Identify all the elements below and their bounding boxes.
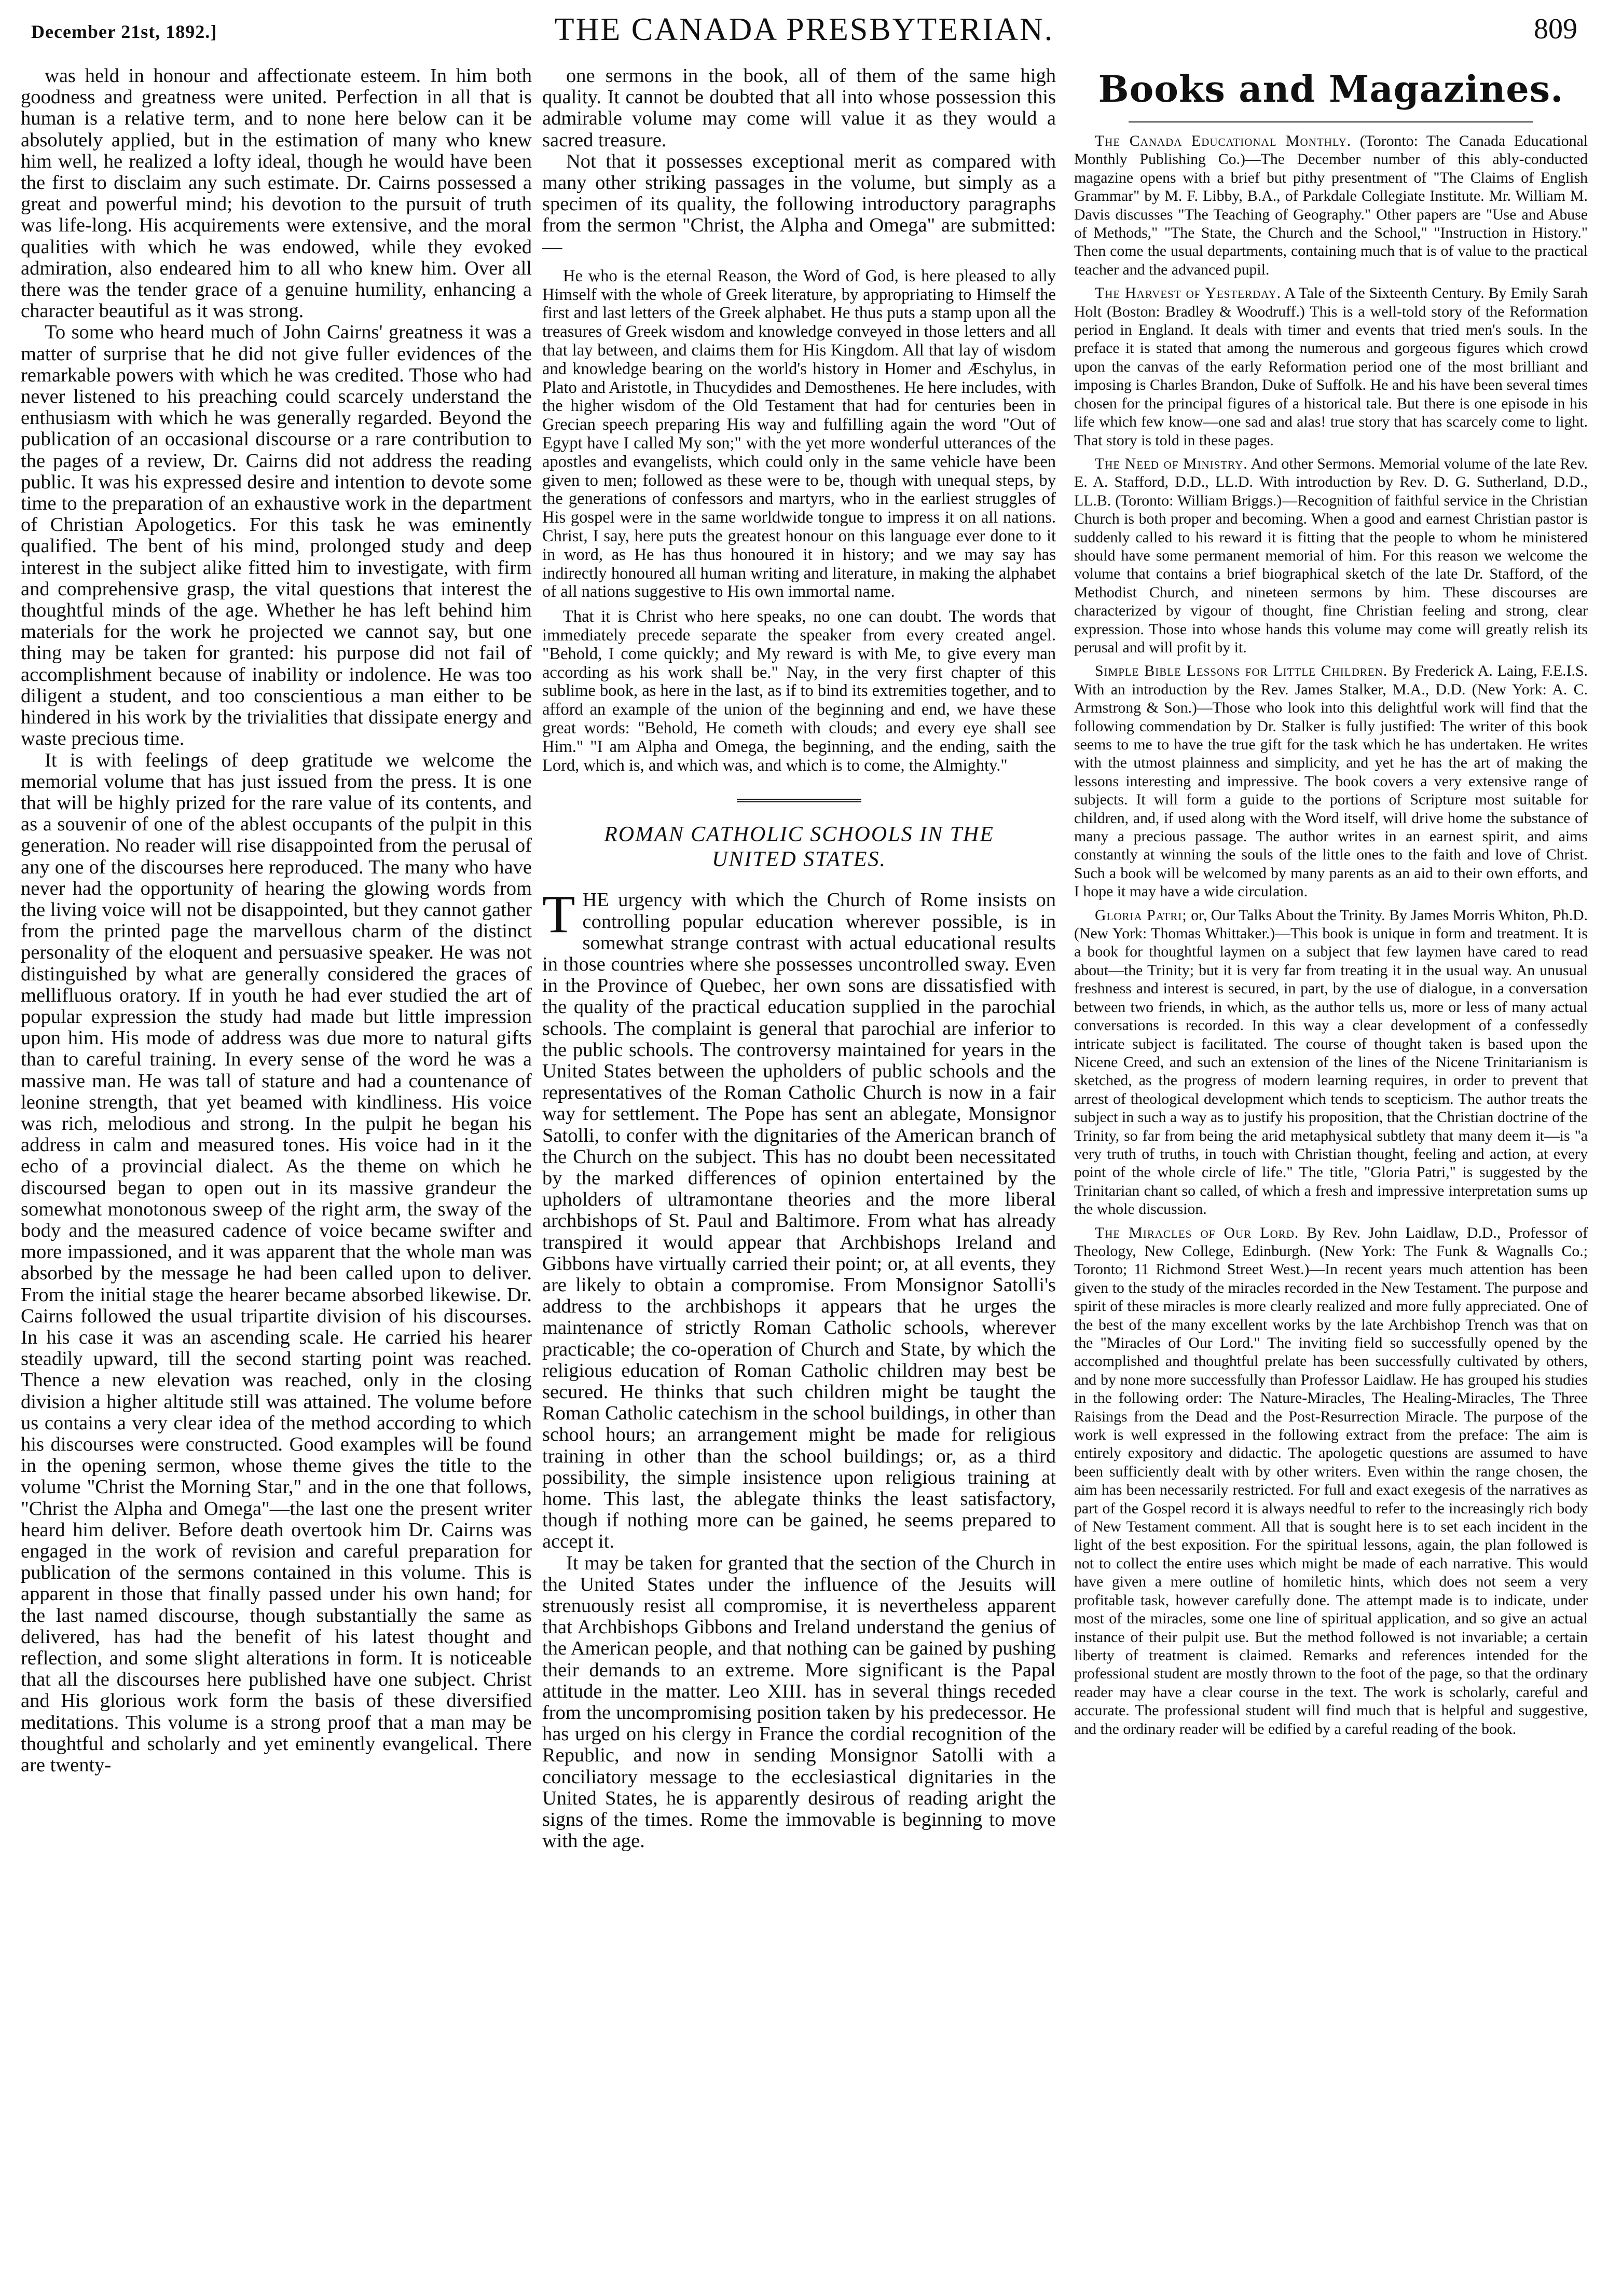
paragraph: It may be taken for granted that the section of the Church in the United States under the influence of the Jesuits will strenuously resist all compromise, it is nevertheless apparent that Archbishops Gibbons and Ireland understand the genius of the American people, and that nothing can be gained by pushing their demands to an extreme. More significant is the Papal attitude in the matter. Leo XIII. has in several things receded from the uncompromising position taken by his predecessor. He has urged on his clergy in France the cordial recognition of the Republic, and now in sending Monsignor Satolli with a conciliatory message to the ecclesiastical dignitaries in the United States, he is apparently desirous of reading aright the signs of the times. Rome the immovable is beginning to move with the age.: [542, 1552, 1056, 1852]
column-1: [21, 65, 532, 2292]
column-3: [1074, 65, 1588, 2292]
column-2: [542, 65, 1056, 2292]
section-rule: [1129, 121, 1533, 122]
review-entry: [1074, 132, 1588, 279]
review-entry: [1074, 906, 1588, 1219]
review-title: The Canada Educational Monthly.: [1095, 132, 1352, 149]
section-title: Books and Magazines.: [1098, 67, 1564, 111]
review-entry: [1074, 284, 1588, 449]
sermon-excerpt: [542, 267, 1056, 775]
paragraph-text: HE urgency with which the Church of Rome insists on controlling popular education wherever possible, is in somewhat strange contrast with actual educational results in those countries where she possesses uncontrolled sway. Even in the Province of Quebec, her own sons are dissatisfied with the quality of the practical education supplied in the parochial schools. The complaint is general that parochial are inferior to the public schools. The controversy maintained for years in the United States between the upholders of public schools and the representatives of the Roman Catholic Church is now in a fair way for settlement. The Pope has sent an ablegate, Monsignor Satolli, to confer with the dignitaries of the American branch of the Church on the subject. This has no doubt been necessitated by the marked differences of opinion entertained by the upholders of ultramontane theories and the more liberal archbishops of St. Paul and Baltimore. From what has already transpired it would appear that Archbishops Ireland and Gibbons have virtually carried their point; or, at all events, they are likely to obtain a compromise. From Monsignor Satolli's address to the archbishops it appears that he urges the maintenance of strictly Roman Catholic schools, wherever practicable; the co-operation of Church and State, by which the religious education of Roman Catholic children may best be secured. He thinks that such children might be taught the Roman Catholic catechism in the school buildings, in other than school hours; an arrangement might be made for religious training in other than the school buildings; or, as a third possibility, the simple insistence upon religious training at home. This last, the ablegate thinks the least satisfactory, though if nothing more can be gained, he seems prepared to accept it.: [542, 889, 1056, 1553]
paragraph: Not that it possesses exceptional merit as compared with many other striking passages in the volume, but simply as a specimen of its quality, the following introductory paragraphs from the sermon "Christ, the Alpha and Omega" are submitted:—: [542, 150, 1056, 258]
review-text: By Rev. John Laidlaw, D.D., Professor of Theology, New College, Edinburgh. (New York: The Funk & Wagnalls Co.; Toronto; 11 Richmond Street West.)—In recent years much attention has been given to the study of the miracles recorded in the New Testament. The purpose and spirit of these miracles is more clearly realized and more fully appreciated. One of the best of the many excellent works by the late Archbishop Trench was that on the "Miracles of Our Lord." The inviting field so successfully opened by the accomplished and thoughtful prelate has been successfully cultivated by others, and by none more successfully than Professor Laidlaw. He has grouped his studies in the following order: The Nature-Miracles, The Healing-Miracles, The Three Raisings from the Dead and the Post-Resurrection Miracle. The purpose of the work is well expressed in the following extract from the preface: The aim is entirely expository and didactic. The apologetic questions are assumed to have been sufficiently dealt with by other writers. Even within the range chosen, the aim has been necessarily restricted. For full and exact exegesis of the narratives as part of the Gospel record it is always needful to refer to the increasingly rich body of New Testament comment. All that is sought here is to set each incident in the light of the best exposition. For the spiritual lessons, again, the plan followed is not to collect the entire uses which might be made of each narrative. This would have given a mere outline of homiletic hints, which does not seem a very profitable task, however carefully done. The attempt made is to indicate, under most of the miracles, some one line of spiritual application, and so give an actual instance of their pulpit use. But the method followed is not invariable; a certain liberty of treatment is claimed. Remarks and references intended for the professional student are mostly thrown to the foot of the page, so that the ordinary reader may have a clear course in the text. The work is scholarly, careful and accurate. The professional student will find much that is helpful and suggestive, and the ordinary reader will be edified by a careful reading of the book.: [1074, 1224, 1588, 1738]
review-text: (Toronto: The Canada Educational Monthly Publishing Co.)—The December number of this ably-conducted magazine opens with a brief but pithy presentment of "The Claims of English Grammar" by M. F. Libby, B.A., of Parkdale Collegiate Institute. Mr. William M. Davis discusses "The Teaching of Geography." Other papers are "Use and Abuse of Methods," "The State, the Church and the School," "Instruction in History." Then come the usual departments, containing much that is of value to the practical teacher and the advanced pupil.: [1074, 132, 1588, 278]
review-title: Gloria Patri;: [1095, 906, 1187, 924]
issue-date: December 21st, 1892.]: [31, 21, 217, 42]
article-body: [542, 884, 1056, 1852]
review-text: A Tale of the Sixteenth Century. By Emily Sarah Holt (Boston: Bradley & Woodruff.) This is a well-told story of the Reformation period in England. It deals with timer and events that tried men's souls. In the preface it is stated that among the numerous and gorgeous figures which crowd upon the canvas of the early Reformation period one of the most brilliant and imposing is Charles Brandon, Duke of Suffolk. He and his have been several times chosen for the principal figures of a historical tale. But there is one episode in his life which few know—one sad and alas! true story that has scarcely come to light. That story is told in these pages.: [1074, 284, 1588, 449]
review-continuation: [542, 65, 1056, 258]
quote-paragraph: He who is the eternal Reason, the Word of God, is here pleased to ally Himself with the whole of Greek literature, by appropriating to Himself the first and last letters of the Greek alphabet. He thus puts a stamp upon all the treasures of Greek wisdom and knowledge conveyed in those letters and all that lay between, and claims them for His Kingdom. All that lay of wisdom and knowledge bearing on the world's history in Homer and Æschylus, in Plato and Aristotle, in Thucydides and Demosthenes. He here includes, with the higher wisdom of the Old Testament that had for centuries been in Grecian speech preparing His way and fulfilling again the word "Out of Egypt have I called My son;" with the yet more wonderful utterances of the apostles and evangelists, which could only in the same vehicle have been given to men; followed as these were to be, though with unequal steps, by the generations of confessors and martyrs, who in the earliest struggles of His gospel were in the same worldwide tongue to impress it on all nations. Christ, I say, here puts the greatest honour on this language ever done to it in word, as He has thus honoured it in history; and we may say has indirectly honoured all human writing and literature, in making the alphabet of all nations suggestive to His own immortal name.: [542, 266, 1056, 602]
review-entry: [1074, 1224, 1588, 1738]
review-entry: [1074, 662, 1588, 900]
article-title: ROMAN CATHOLIC SCHOOLS IN THE UNITED STATES.: [604, 823, 994, 872]
review-title: The Need of Ministry.: [1095, 455, 1248, 472]
page-number: 809: [1534, 13, 1577, 45]
paragraph: one sermons in the book, all of them of the same high quality. It cannot be doubted that all into whose possession this admirable volume may come will value it as they would a sacred treasure.: [542, 65, 1056, 151]
section-divider: [737, 799, 861, 802]
review-text: or, Our Talks About the Trinity. By James Morris Whiton, Ph.D. (New York: Thomas Whittaker.)—This book is unique in form and treatment. It is a book for thoughtful laymen on a subject that few laymen have cared to read about—the Trinity; but it is very far from treating it in the usual way. An unusual freshness and interest is secured, in part, by the use of dialogue, in a conversation between two friends, in which, as the author tells us, more or less of many actual conversations is recorded. In this way a clear development of a confessedly intricate subject is facilitated. The course of thought taken is based upon the Nicene Creed, and such an extension of the lines of the Nicene Trinitarianism is sketched, as the progress of modern learning requires, in order to prevent that arrest of theological development which tends to scepticism. The author treats the subject in such a way as to justify his proposition, that the Christian doctrine of the Trinity, so far from being the arid metaphysical subtlety that many deem it—is "a very truth of truths, in touch with Christian thought, feeling and action, at every point of the whole circle of life." The title, "Gloria Patri," is suggested by the Trinitarian chant so called, of which a fresh and impressive interpretation sums up the whole discussion.: [1074, 906, 1588, 1218]
paragraph: To some who heard much of John Cairns' greatness it was a matter of surprise that he did not give fuller evidences of the remarkable powers with which he was credited. Those who had never listened to his preaching could scarcely understand the enthusiasm with which he was generally regarded. Beyond the publication of an occasional discourse or a rare contribution to the pages of a review, Dr. Cairns did not address the reading public. It was his expressed desire and intention to devote some time to the preparation of an exhaustive work in the department of Christian Apologetics. For this task he was eminently qualified. The bent of his mind, prolonged study and deep interest in the subject alike fitted him to investigate, with firm and comprehensive grasp, the vital questions that interest the thoughtful minds of the age. Whether he has left behind him materials for the work he projected we cannot say, but one thing may be taken for granted: his purpose did not fail of accomplishment because of inability or indolence. He was too diligent a student, and too conscientious a man either to be hindered in his work by the trivialities that dissipate energy and waste precious time.: [21, 321, 532, 750]
review-title: The Harvest of Yesterday.: [1095, 284, 1282, 302]
review-text: By Frederick A. Laing, F.E.I.S. With an introduction by the Rev. James Stalker, M.A., D.D. (New York: A. C. Armstrong & Son.)—Those who look into this delightful work will find that the following commendation by Dr. Stalker is fully justified: The writer of this book seems to me to have the true gift for the task which he has undertaken. He writes with the utmost plainness and simplicity, and yet he has the art of making the lessons interesting and impressive. The book covers a very extensive range of subjects. It will form a guide to the portions of Scripture most suitable for children, and, if used along with the Word itself, will drive home the substance of many a precious passage. The author writes in an earnest spirit, and aims constantly at winning the souls of the little ones to the faith and love of Christ. Such a book will be welcomed by many parents as an aid to their own efforts, and I hope it may have a wide circulation.: [1074, 662, 1588, 900]
quote-paragraph: That it is Christ who here speaks, no one can doubt. The words that immediately precede separate the speaker from every created angel. "Behold, I come quickly; and My reward is with Me, to give every man according as his work shall be." Nay, in the very first chapter of this sublime book, as here in the last, as if to bind its extremities together, and to afford an example of the union of the beginning and end, we have these great words: "Behold, He cometh with clouds; and every eye shall see Him." "I am Alpha and Omega, the beginning, and the ending, saith the Lord, which is, and which was, and which is to come, the Almighty.": [542, 607, 1056, 775]
review-title: Simple Bible Lessons for Little Children.: [1095, 662, 1388, 680]
review-entry: [1074, 455, 1588, 657]
paragraph: was held in honour and affectionate esteem. In him both goodness and greatness were united. Perfection in all that is human is a relative term, and to none here below can it be absolutely applied, but in the estimation of many who knew him well, he realized a lofty ideal, though he would have been the first to disclaim any such estimate. Dr. Cairns possessed a great and powerful mind; his devotion to the pursuit of truth was life-long. His acquirements were extensive, and the moral qualities with which he was endowed, while they evoked admiration, also endeared him to all who knew him. Over all there was the tender grace of a genuine humility, enhancing a character beautiful as it was strong.: [21, 65, 532, 322]
paragraph: [542, 884, 1056, 1553]
review-title: The Miracles of Our Lord.: [1095, 1224, 1299, 1241]
drop-cap: T: [542, 884, 575, 945]
publication-title: THE CANADA PRESBYTERIAN.: [554, 12, 1054, 47]
page-header: [31, 7, 1577, 49]
review-text: And other Sermons. Memorial volume of the late Rev. E. A. Stafford, D.D., LL.D. With introduction by Rev. D. G. Sutherland, D.D., LL.B. (Toronto: William Briggs.)—Recognition of faithful service in the Christian Church is both proper and becoming. When a good and earnest Christian pastor is suddenly called to his reward it is fitting that the people to whom he ministered should have some permanent memorial of him. For this reason we welcome the volume that contains a brief biographical sketch of the late Dr. Stafford, of the Methodist Church, and nineteen sermons by him. These discourses are characterized by vigour of thought, fine Christian feeling and strong, clear expression. Those into whose hands this volume may come will greatly relish its perusal and will profit by it.: [1074, 455, 1588, 656]
paragraph: It is with feelings of deep gratitude we welcome the memorial volume that has just issued from the press. It is one that will be highly prized for the rare value of its contents, and as a souvenir of one of the ablest occupants of the pulpit in this generation. No reader will rise disappointed from the perusal of any one of the discourses here reproduced. The many who have never had the opportunity of hearing the glowing words from the living voice will not be disappointed, but they cannot gather from the printed page the marvellous charm of the distinct personality of the eloquent and persuasive speaker. He was not distinguished by what are generally considered the graces of mellifluous oratory. If in youth he had ever studied the art of popular expression the study had made but little impression upon him. His mode of address was due more to natural gifts than to careful training. In every sense of the word he was a massive man. He was tall of stature and had a countenance of leonine strength, that yet beamed with kindliness. His voice was rich, melodious and strong. In the pulpit he began his address in calm and measured tones. His voice had in it the echo of a provincial dialect. As the theme on which he discoursed began to open out in its massive grandeur the somewhat monotonous sweep of the right arm, the sway of the body and the measured cadence of voice became swifter and more impassioned, and it was apparent that the whole man was absorbed by the message he had been called upon to deliver. From the initial stage the hearer became absorbed likewise. Dr. Cairns followed the usual tripartite division of his discourses. In his case it was an ascending scale. He carried his hearer steadily upward, till the second starting point was reached. Thence a new elevation was reached, only in the closing division a higher altitude still was attained. The volume before us contains a very clear idea of the method according to which his discourses were constructed. Good examples will be found in the opening sermon, whose theme gives the title to the volume "Christ the Morning Star," and in the one that follows, "Christ the Alpha and Omega"—the last one the present writer heard him deliver. Before death overtook him Dr. Cairns was engaged in the work of revision and careful preparation for publication of the sermons contained in this volume. This is apparent in those that finally passed under his own hand; for the last named discourse, though substantially the same as delivered, has had the benefit of his latest thought and reflection, and some slight alterations in form. It is noticeable that all the discourses here published have one subject. Christ and His glorious work form the basis of these diversified meditations. This volume is a strong proof that a man may be thoughtful and scholarly and yet eminently evangelical. There are twenty-: [21, 749, 532, 1776]
